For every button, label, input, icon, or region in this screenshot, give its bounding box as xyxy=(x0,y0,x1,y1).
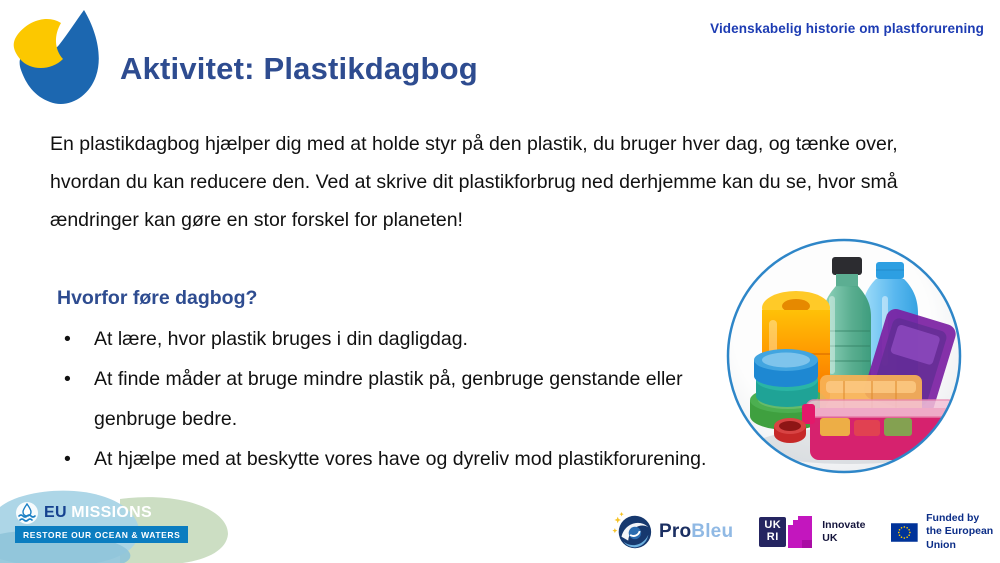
section-heading: Hvorfor føre dagbog? xyxy=(57,287,258,309)
bullet-list xyxy=(62,319,727,479)
innovate-uk-label: Innovate UK xyxy=(822,518,866,544)
bullet-item: • At hjælpe med at beskytte vores have og dyreliv mod plastikforurening. xyxy=(62,439,727,479)
plastic-containers-photo xyxy=(724,236,964,476)
eu-missions-missions-text: MISSIONS xyxy=(71,504,152,521)
red-cup xyxy=(774,418,806,443)
ukri-box: UK RI xyxy=(759,517,786,547)
water-drop-waves-icon xyxy=(15,501,39,525)
page-title: Aktivitet: Plastikdagbog xyxy=(120,51,478,86)
intro-paragraph: En plastikdagbog hjælper dig med at holde styr på den plastik, du bruger hver dag, og tænke over, hvordan du kan reducere den. Ved at skrive dit plastikforbrug ned derhjemme kan du se, hvor små ændringer kan gøre en stor forskel for planeten! xyxy=(50,133,898,231)
bullet-item: • At lære, hvor plastik bruges i din dagligdag. xyxy=(62,319,727,359)
eu-missions-eu-text: EU xyxy=(44,504,67,521)
ukri-innovate-uk-logo xyxy=(759,516,865,548)
eu-funding-label: Funded by the European Union xyxy=(926,512,994,551)
corner-label: Videnskabelig historie om plastforurening xyxy=(710,21,984,36)
probleu-icon xyxy=(612,511,654,553)
partner-logos xyxy=(612,511,1000,553)
innovate-uk-mark-icon xyxy=(788,516,812,548)
eu-missions-logo xyxy=(0,489,238,563)
eu-missions-banner: RESTORE OUR OCEAN & WATERS xyxy=(15,526,188,543)
probleu-logo xyxy=(612,511,733,553)
eu-flag-icon xyxy=(891,520,918,545)
brand-wave-logo-icon xyxy=(8,4,100,106)
probleu-wordmark: ProBleu xyxy=(659,521,734,542)
eu-funding-logo xyxy=(891,512,1000,551)
bullet-item: • At finde måder at bruge mindre plastik på, genbruge genstande eller genbruge bedre. xyxy=(62,359,727,439)
